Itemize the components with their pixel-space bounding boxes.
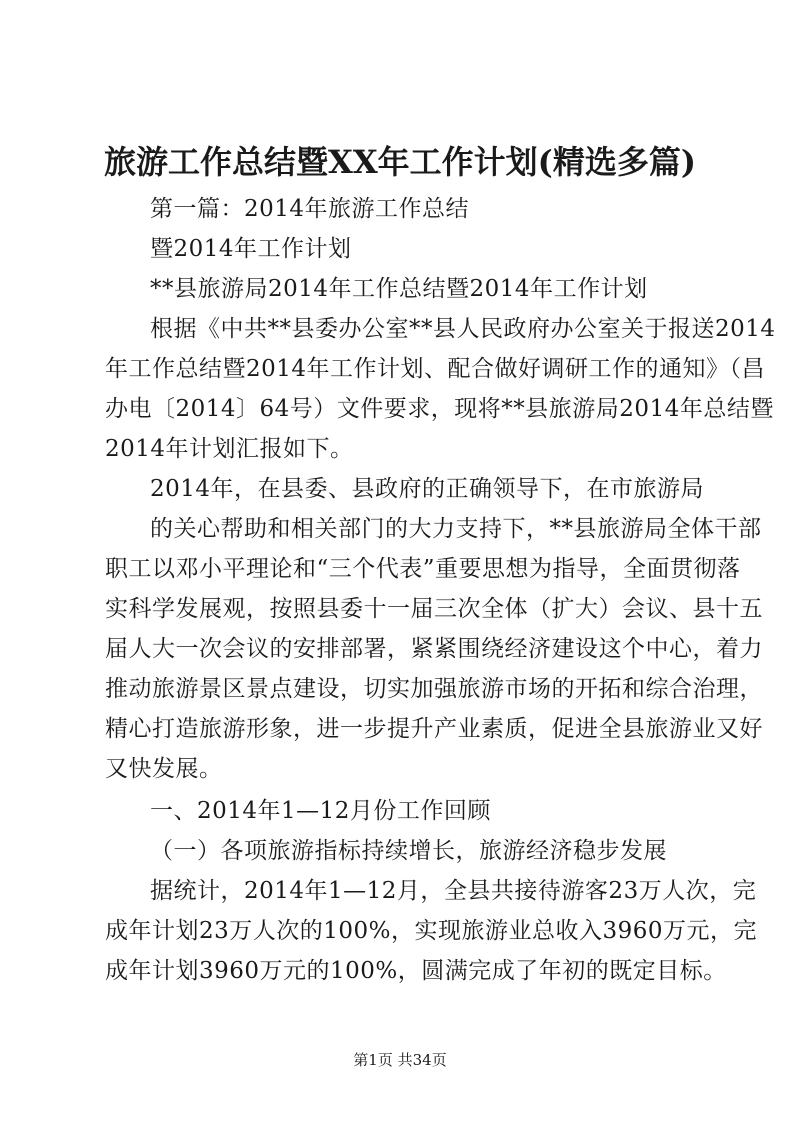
paragraph-line: 又快发展。 [105,756,223,782]
paragraph-line: 成年计划23万人次的100%，实现旅游业总收入3960万元，完 [105,918,758,944]
paragraph-line: 届人大一次会议的安排部署，紧紧围绕经济建设这个中心，着力 [105,636,763,662]
paragraph-line: **县旅游局2014年工作总结暨2014年工作计划 [150,276,648,302]
subsection-heading: （一）各项旅游指标持续增长，旅游经济稳步发展 [150,838,667,864]
section-heading: 一、2014年1—12月份工作回顾 [150,798,491,824]
paragraph-line: 2014年，在县委、县政府的正确领导下，在市旅游局 [150,476,705,502]
paragraph-line: 据统计，2014年1—12月，全县共接待游客23万人次，完 [150,878,757,904]
paragraph-line: 推动旅游景区景点建设，切实加强旅游市场的开拓和综合治理， [105,676,763,702]
document-title: 旅游工作总结暨XX年工作计划(精选多篇) [104,143,696,181]
paragraph-line: 成年计划3960万元的100%，圆满完成了年初的既定目标。 [105,958,727,984]
paragraph-line: 实科学发展观，按照县委十一届三次全体（扩大）会议、县十五 [105,596,763,622]
paragraph-line: 的关心帮助和相关部门的大力支持下，**县旅游局全体干部 [150,516,762,542]
paragraph-line: 职工以邓小平理论和“三个代表”重要思想为指导，全面贯彻落 [105,556,741,582]
page-footer: 第1页 共34页 [353,1051,447,1069]
paragraph-line: 2014年计划汇报如下。 [105,436,354,462]
paragraph-line: 暨2014年工作计划 [150,236,352,262]
paragraph-line: 根据《中共**县委办公室**县人民政府办公室关于报送2014 [150,316,776,342]
paragraph-line: 精心打造旅游形象，进一步提升产业素质，促进全县旅游业又好 [105,716,763,742]
paragraph-line: 办电〔2014〕64号）文件要求，现将**县旅游局2014年总结暨 [105,396,774,422]
paragraph-line: 第一篇：2014年旅游工作总结 [150,196,470,222]
paragraph-line: 年工作总结暨2014年工作计划、配合做好调研工作的通知》（昌 [105,356,766,382]
